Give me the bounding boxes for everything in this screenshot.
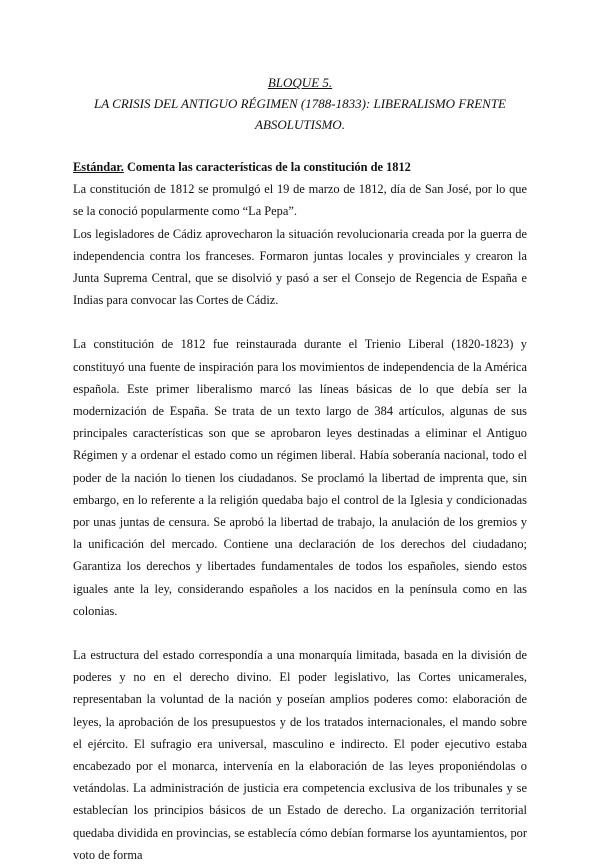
document-body — [73, 156, 527, 866]
paragraph: La constitución de 1812 se promulgó el 19 de marzo de 1812, día de San José, por lo que se la conoció popularmente como “La Pepa”. — [73, 182, 527, 219]
standard-title: Comenta las características de la constitución de 1812 — [126, 160, 411, 174]
standard-heading — [73, 156, 527, 178]
block-heading: BLOQUE 5. — [267, 75, 333, 90]
paragraph: Los legisladores de Cádiz aprovecharon la situación revolucionaria creada por la guerra de independencia contra los franceses. Formaron juntas locales y provinciales y crearon la Junta Suprema Central, que se disolvió y pasó a ser el Consejo de Regencia de España e Indias para convocar las Cortes de Cádiz. — [73, 226, 527, 308]
chapter-title: LA CRISIS DEL ANTIGUO RÉGIMEN (1788-1833): LIBERALISMO FRENTE ABSOLUTISMO. — [93, 96, 506, 132]
standard-label: Estándar. — [73, 160, 124, 174]
paragraph: La constitución de 1812 fue reinstaurada durante el Trienio Liberal (1820-1823) y constituyó una fuente de inspiración para los movimientos de independencia de la América española. Este primer liberalismo marcó las líneas básicas de lo que debía ser la modernización de España. Se trata de un texto largo de 384 artículos, algunas de sus principales características son que se aprobaron leyes destinadas a eliminar el Antiguo Régimen y a ordenar el estado como un régimen liberal. Había soberanía nacional, todo el poder de la nación lo tienen los ciudadanos. Se proclamó la libertad de imprenta que, sin embargo, en lo referente a la religión quedaba bajo el control de la Iglesia y condicionadas por unas juntas de censura. Se aprobó la libertad de trabajo, la anulación de los gremios y la unificación del mercado. Contiene una declaración de los derechos del ciudadano; Garantiza los derechos y libertades fundamentales de todos los españoles, siendo estos iguales ante la ley, considerando españoles a los nacidos en la península como en las colonias. — [73, 337, 527, 618]
paragraph: La estructura del estado correspondía a una monarquía limitada, basada en la división de poderes y no en el derecho divino. El poder legislativo, las Cortes unicamerales, representaban la voluntad de la nación y poseían amplios poderes como: elaboración de leyes, la aprobación de los presupuestos y de los tratados internacionales, el mando sobre el ejército. El sufragio era universal, masculino e indirecto. El poder ejecutivo estaba encabezado por el monarca, intervenía en la elaboración de las leyes proponiéndolas o vetándolas. La administración de justicia era competencia exclusiva de los tribunales y se establecían los principios básicos de un Estado de derecho. La organización territorial quedaba dividida en provincias, se establecía cómo debían formarse los ayuntamientos, por voto de forma — [73, 648, 527, 862]
